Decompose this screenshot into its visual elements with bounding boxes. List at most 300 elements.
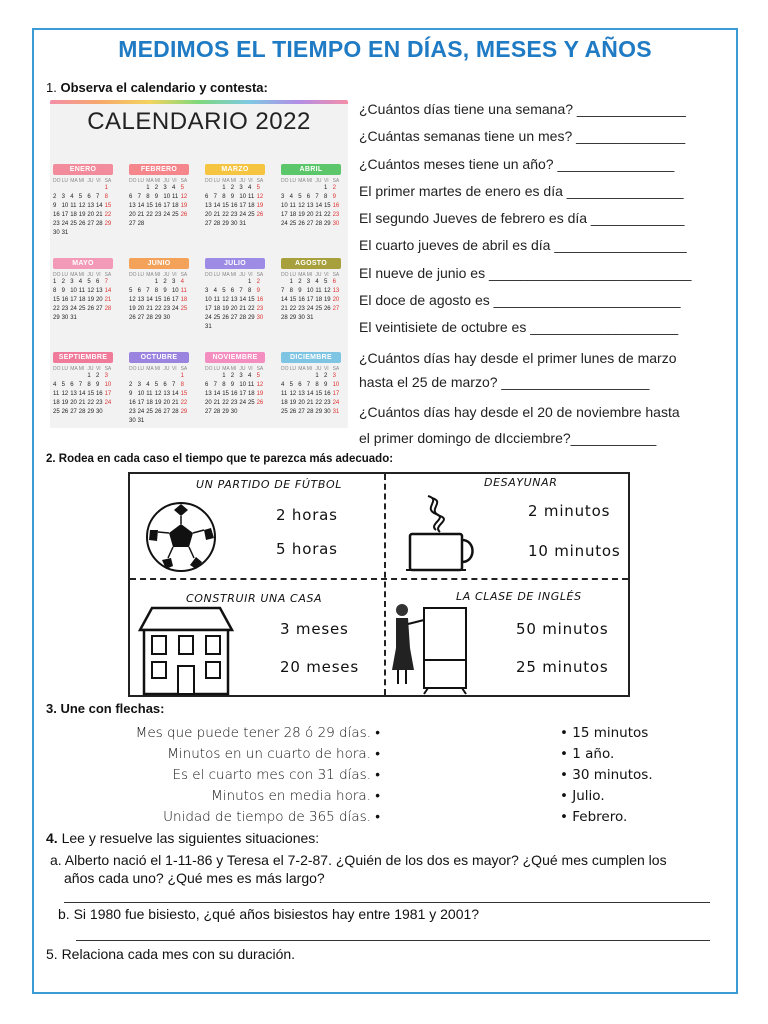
calendar-day: 19 xyxy=(323,297,331,303)
calendar-month-label: NOVIEMBRE xyxy=(205,352,265,363)
calendar-day: 18 xyxy=(247,203,255,209)
calendar-blank xyxy=(138,373,147,382)
question-line: El cuarto jueves de abril es día _________________ xyxy=(359,237,687,254)
calendar-day: 1 xyxy=(289,279,293,285)
calendar-day: 16 xyxy=(298,297,305,303)
calendar-day: 22 xyxy=(289,306,297,312)
coffee-mug-icon xyxy=(402,490,482,574)
calendar-blank xyxy=(79,185,88,194)
calendar-day: 28 xyxy=(104,306,112,312)
calendar-blank xyxy=(222,279,231,288)
time-choice-box xyxy=(128,472,630,697)
calendar-day: 2 xyxy=(230,185,235,191)
calendar-day: 19 xyxy=(289,400,297,406)
calendar-day: 4 xyxy=(146,382,150,388)
calendar-day: 25 xyxy=(281,409,288,415)
calendar-weekday: LU xyxy=(213,272,220,278)
calendar-day: 20 xyxy=(205,400,212,406)
calendar-day: 19 xyxy=(180,203,188,209)
calendar-day-grid xyxy=(205,373,271,418)
matching-right-item[interactable]: • Febrero. xyxy=(560,809,628,825)
calendar-weekday: LU xyxy=(61,272,68,278)
section-4-text: Lee y resuelve las siguientes situaciones: xyxy=(61,830,320,846)
calendar-day: 18 xyxy=(53,400,60,406)
calendar-day: 8 xyxy=(104,194,108,200)
calendar-day: 15 xyxy=(154,297,162,303)
calendar-blank xyxy=(62,373,71,382)
calendar-day: 2 xyxy=(129,382,133,388)
calendar-day: 7 xyxy=(137,194,141,200)
calendar-day: 10 xyxy=(281,203,288,209)
problem-a-line-2: años cada uno? ¿Qué mes es más largo? xyxy=(64,870,325,886)
calendar-weekday: MA xyxy=(298,366,306,372)
option-20-meses[interactable]: 20 meses xyxy=(280,658,359,676)
calendar-day: 25 xyxy=(70,221,77,227)
calendar-day: 17 xyxy=(239,391,247,397)
calendar-weekday: DO xyxy=(281,366,289,372)
calendar-day-grid xyxy=(281,373,347,418)
calendar-day: 6 xyxy=(95,279,100,285)
calendar-weekday: VI xyxy=(95,178,101,184)
calendar-day: 31 xyxy=(332,409,340,415)
calendar-day: 22 xyxy=(104,212,112,218)
calendar-day: 14 xyxy=(239,297,247,303)
calendar-month-mayo xyxy=(53,258,119,338)
calendar-day: 29 xyxy=(53,315,60,321)
calendar-day: 3 xyxy=(239,185,243,191)
calendar-blank xyxy=(138,185,147,194)
calendar-day: 21 xyxy=(281,306,288,312)
calendar-day: 30 xyxy=(256,315,264,321)
calendar-day: 29 xyxy=(180,409,188,415)
question-line: El veintisiete de octubre es ___________________ xyxy=(359,319,679,336)
calendar-day: 23 xyxy=(230,400,238,406)
section-5-heading: 5. Relaciona cada mes con su duración. xyxy=(46,946,296,962)
calendar-blank xyxy=(239,279,248,288)
calendar-day: 1 xyxy=(315,373,319,379)
calendar-day: 2 xyxy=(163,279,167,285)
calendar-day: 19 xyxy=(154,400,162,406)
calendar-day: 28 xyxy=(281,315,288,321)
calendar-day: 15 xyxy=(247,297,255,303)
calendar-day: 25 xyxy=(247,400,255,406)
calendar-day: 14 xyxy=(281,297,288,303)
calendar-blank xyxy=(146,279,155,288)
calendar-day: 26 xyxy=(256,400,264,406)
matching-left-column xyxy=(100,723,380,828)
calendar-day: 8 xyxy=(53,288,57,294)
calendar-day: 9 xyxy=(129,391,133,397)
calendar-blank xyxy=(79,373,88,382)
calendar-day: 5 xyxy=(87,279,91,285)
calendar-day: 7 xyxy=(239,288,243,294)
calendar-day: 5 xyxy=(289,382,293,388)
calendar-month-label: AGOSTO xyxy=(281,258,341,269)
question-line: El nueve de junio es __________________________ xyxy=(359,264,692,281)
calendar-weekday: JU xyxy=(315,272,322,278)
calendar-day: 20 xyxy=(163,400,171,406)
calendar-weekday: DO xyxy=(205,178,213,184)
calendar-day: 25 xyxy=(53,409,60,415)
calendar-day-grid xyxy=(205,185,271,230)
calendar-weekday: MA xyxy=(298,178,306,184)
calendar-day: 28 xyxy=(213,409,221,415)
calendar-day: 13 xyxy=(298,391,305,397)
answer-line-b[interactable] xyxy=(76,940,710,941)
calendar-day-grid xyxy=(205,279,271,333)
calendar-day: 18 xyxy=(171,203,179,209)
option-50-minutos[interactable]: 50 minutos xyxy=(516,620,609,638)
calendar-day: 11 xyxy=(146,391,153,397)
calendar-day: 11 xyxy=(247,194,255,200)
calendar-weekday: MA xyxy=(146,272,154,278)
calendar-day: 5 xyxy=(154,382,159,388)
calendar-day: 9 xyxy=(61,288,65,294)
calendar-weekdays xyxy=(281,178,347,184)
calendar-day: 5 xyxy=(256,185,260,191)
option-2-horas[interactable]: 2 horas xyxy=(276,506,338,524)
calendar-day: 6 xyxy=(137,288,141,294)
calendar-weekday: LU xyxy=(137,366,144,372)
calendar-weekdays xyxy=(53,178,119,184)
calendar-weekday: JU xyxy=(239,366,246,372)
option-25-minutos[interactable]: 25 minutos xyxy=(516,658,609,676)
calendar-weekday: VI xyxy=(323,366,329,372)
calendar-day: 12 xyxy=(61,391,69,397)
calendar-day: 29 xyxy=(222,409,229,415)
calendar-month-label: FEBRERO xyxy=(129,164,189,175)
calendar-day: 18 xyxy=(281,400,288,406)
calendar-day: 28 xyxy=(239,315,247,321)
calendar-blank xyxy=(146,373,155,382)
calendar-day: 27 xyxy=(205,409,212,415)
calendar-day: 8 xyxy=(87,382,91,388)
calendar-day: 31 xyxy=(306,315,314,321)
calendar-day: 22 xyxy=(53,306,60,312)
option-10-minutos[interactable]: 10 minutos xyxy=(528,542,621,560)
calendar-day: 25 xyxy=(289,221,297,227)
calendar-day: 16 xyxy=(332,203,340,209)
calendar-weekday: MA xyxy=(70,366,78,372)
calendar-day: 22 xyxy=(323,212,331,218)
calendar-blank xyxy=(231,279,240,288)
calendar-day-grid xyxy=(53,279,119,324)
calendar-day: 16 xyxy=(154,203,162,209)
calendar-day-grid xyxy=(281,279,347,324)
calendar-day: 3 xyxy=(205,288,209,294)
calendar-blank xyxy=(205,185,214,194)
calendar-day: 28 xyxy=(315,221,323,227)
calendar-day: 27 xyxy=(298,409,305,415)
calendar-weekday: MA xyxy=(222,272,230,278)
calendar-weekday: SA xyxy=(332,272,340,278)
calendar-day: 12 xyxy=(256,194,264,200)
calendar-day: 19 xyxy=(78,212,86,218)
calendar-day: 18 xyxy=(213,306,221,312)
question-line: ¿Cuántos días tiene una semana? ______________ xyxy=(359,101,686,117)
calendar-day: 26 xyxy=(61,409,69,415)
calendar-day: 16 xyxy=(256,297,264,303)
calendar-weekday: MI xyxy=(154,366,161,372)
calendar-day: 6 xyxy=(163,382,167,388)
calendar-day: 8 xyxy=(222,382,226,388)
question-line: hasta el 25 de marzo? ___________________ xyxy=(359,373,650,390)
calendar-weekdays xyxy=(53,366,119,372)
calendar-day: 5 xyxy=(323,279,328,285)
calendar-day: 28 xyxy=(78,409,86,415)
calendar-weekdays xyxy=(129,178,195,184)
question-line: ¿Cuántos días hay desde el primer lunes de marzo xyxy=(359,349,677,366)
calendar-day: 23 xyxy=(332,212,340,218)
calendar-day: 16 xyxy=(61,297,69,303)
option-5-horas[interactable]: 5 horas xyxy=(276,540,338,558)
calendar-weekdays xyxy=(281,366,347,372)
calendar-day: 13 xyxy=(87,203,95,209)
option-3-meses[interactable]: 3 meses xyxy=(280,620,349,638)
matching-right-item[interactable]: • 30 minutos. xyxy=(560,767,653,783)
calendar-day: 4 xyxy=(281,382,285,388)
calendar-day: 13 xyxy=(230,297,238,303)
calendar-day: 2 xyxy=(332,185,336,191)
calendar-day: 28 xyxy=(306,409,314,415)
calendar-day: 22 xyxy=(180,400,188,406)
calendar-day: 14 xyxy=(306,391,314,397)
calendar-day: 15 xyxy=(323,203,331,209)
calendar-month-label: DICIEMBRE xyxy=(281,352,341,363)
calendar-day: 19 xyxy=(61,400,69,406)
calendar-blank xyxy=(138,279,147,288)
calendar-blank xyxy=(172,373,181,382)
horizontal-divider xyxy=(130,578,628,580)
cell-title-house: CONSTRUIR UNA CASA xyxy=(186,592,323,605)
calendar-month-junio xyxy=(129,258,195,338)
matching-left-item[interactable]: Minutos en media hora. • xyxy=(211,788,380,804)
cell-title-football: UN PARTIDO DE FÚTBOL xyxy=(196,478,342,491)
matching-right-item[interactable]: • 15 minutos xyxy=(560,725,649,741)
calendar-day: 9 xyxy=(163,288,167,294)
calendar-day: 10 xyxy=(137,391,145,397)
calendar-day: 1 xyxy=(222,373,226,379)
section-1-heading xyxy=(46,80,268,95)
calendar-day: 18 xyxy=(289,212,297,218)
calendar-blank xyxy=(53,185,62,194)
calendar-day: 23 xyxy=(163,306,171,312)
calendar-day: 29 xyxy=(289,315,297,321)
calendar-weekday: VI xyxy=(95,272,101,278)
calendar-weekday: VI xyxy=(323,178,329,184)
calendar-day: 21 xyxy=(239,306,247,312)
calendar-day: 26 xyxy=(323,306,331,312)
calendar-day: 2 xyxy=(95,373,100,379)
calendar-day: 30 xyxy=(230,221,238,227)
calendar-day: 11 xyxy=(247,382,255,388)
calendar-weekday: LU xyxy=(289,272,296,278)
matching-left-item[interactable]: Unidad de tiempo de 365 días. • xyxy=(163,809,380,825)
question-line: El doce de agosto es ________________________ xyxy=(359,292,681,309)
calendar-weekday: MA xyxy=(298,272,306,278)
answer-line-a[interactable] xyxy=(64,902,710,903)
calendar-day: 19 xyxy=(298,212,305,218)
calendar-day: 26 xyxy=(87,306,95,312)
calendar-title: CALENDARIO 2022 xyxy=(87,108,311,135)
calendar-day: 26 xyxy=(78,221,86,227)
calendar-day: 26 xyxy=(222,315,229,321)
calendar-2022 xyxy=(50,100,348,428)
calendar-day: 19 xyxy=(87,297,95,303)
calendar-day: 7 xyxy=(315,194,319,200)
calendar-day: 26 xyxy=(180,212,188,218)
calendar-month-label: MAYO xyxy=(53,258,113,269)
calendar-weekday: MI xyxy=(230,366,237,372)
calendar-day: 14 xyxy=(95,203,103,209)
calendar-day: 27 xyxy=(137,315,145,321)
calendar-day: 7 xyxy=(213,382,217,388)
calendar-day: 19 xyxy=(256,391,264,397)
calendar-day: 9 xyxy=(256,288,260,294)
calendar-weekday: LU xyxy=(289,366,296,372)
calendar-day: 27 xyxy=(70,409,77,415)
calendar-weekday: VI xyxy=(247,272,253,278)
calendar-day: 7 xyxy=(213,194,217,200)
calendar-day: 11 xyxy=(78,288,86,294)
calendar-weekday: JU xyxy=(87,366,94,372)
calendar-day: 3 xyxy=(306,279,311,285)
calendar-day: 20 xyxy=(332,297,340,303)
calendar-day: 20 xyxy=(87,212,95,218)
matching-left-item[interactable]: Es el cuarto mes con 31 días. • xyxy=(172,767,380,783)
calendar-blank xyxy=(315,185,324,194)
calendar-weekday: VI xyxy=(247,366,253,372)
calendar-month-label: ABRIL xyxy=(281,164,341,175)
calendar-day: 13 xyxy=(332,288,340,294)
calendar-day: 1 xyxy=(180,373,184,379)
calendar-blank xyxy=(163,373,172,382)
question-line: ¿Cuántos meses tiene un año? _______________ xyxy=(359,155,675,172)
calendar-day: 29 xyxy=(154,315,162,321)
calendar-day: 10 xyxy=(171,288,179,294)
calendar-day: 27 xyxy=(306,221,314,227)
calendar-weekday: MI xyxy=(306,272,313,278)
calendar-month-septiembre xyxy=(53,352,119,428)
calendar-day: 12 xyxy=(78,203,86,209)
calendar-weekday: MI xyxy=(154,272,161,278)
calendar-day: 30 xyxy=(298,315,305,321)
calendar-weekday: SA xyxy=(332,366,340,372)
calendar-day: 12 xyxy=(87,288,95,294)
calendar-day: 20 xyxy=(137,306,145,312)
calendar-day: 3 xyxy=(163,185,167,191)
calendar-blank xyxy=(290,373,299,382)
calendar-weekday: JU xyxy=(163,178,170,184)
calendar-day: 4 xyxy=(289,194,293,200)
calendar-day: 20 xyxy=(306,212,314,218)
calendar-day: 30 xyxy=(332,221,340,227)
calendar-day: 24 xyxy=(239,400,247,406)
calendar-day: 15 xyxy=(104,203,112,209)
calendar-weekday: LU xyxy=(137,178,144,184)
calendar-day: 23 xyxy=(230,212,238,218)
calendar-month-enero xyxy=(53,164,119,244)
calendar-weekday: MI xyxy=(306,178,313,184)
calendar-day: 21 xyxy=(315,212,323,218)
calendar-weekday: SA xyxy=(104,272,112,278)
calendar-weekday: MI xyxy=(78,272,85,278)
calendar-day: 18 xyxy=(78,297,86,303)
calendar-day: 6 xyxy=(70,382,74,388)
calendar-day: 28 xyxy=(213,221,221,227)
calendar-day: 6 xyxy=(230,288,235,294)
matching-right-item[interactable]: • Julio. xyxy=(560,788,605,804)
calendar-weekday: DO xyxy=(281,178,289,184)
calendar-weekday: LU xyxy=(289,178,296,184)
calendar-day: 8 xyxy=(323,194,328,200)
calendar-day: 20 xyxy=(230,306,238,312)
calendar-day: 3 xyxy=(137,382,141,388)
calendar-day: 17 xyxy=(163,203,171,209)
calendar-day: 28 xyxy=(137,221,145,227)
calendar-day: 13 xyxy=(137,297,145,303)
calendar-weekday: JU xyxy=(315,366,322,372)
calendar-day: 7 xyxy=(281,288,285,294)
soccer-ball-icon xyxy=(144,500,218,574)
matching-left-item[interactable]: Minutos en un cuarto de hora. • xyxy=(167,746,380,762)
calendar-day: 14 xyxy=(315,203,323,209)
calendar-day: 24 xyxy=(104,400,112,406)
calendar-day: 1 xyxy=(146,185,150,191)
calendar-day: 24 xyxy=(306,306,314,312)
calendar-weekday: DO xyxy=(129,272,137,278)
calendar-day: 10 xyxy=(163,194,171,200)
calendar-day: 5 xyxy=(256,373,260,379)
section-1-questions xyxy=(359,96,719,452)
calendar-weekdays xyxy=(129,366,195,372)
calendar-day: 2 xyxy=(53,194,57,200)
calendar-day: 17 xyxy=(61,212,69,218)
calendar-day: 22 xyxy=(87,400,95,406)
calendar-blank xyxy=(70,185,79,194)
calendar-day: 23 xyxy=(256,306,264,312)
matching-right-column xyxy=(560,723,700,828)
calendar-weekday: VI xyxy=(323,272,329,278)
option-2-minutos[interactable]: 2 minutos xyxy=(528,502,611,520)
calendar-weekday: SA xyxy=(180,366,188,372)
matching-left-item[interactable]: Mes que puede tener 28 ó 29 días. • xyxy=(135,725,380,741)
calendar-day: 16 xyxy=(129,400,136,406)
calendar-weekday: MI xyxy=(306,366,313,372)
calendar-weekday: JU xyxy=(239,272,246,278)
calendar-blank xyxy=(214,373,223,382)
calendar-day: 12 xyxy=(180,194,188,200)
calendar-day: 10 xyxy=(239,194,247,200)
calendar-day: 7 xyxy=(171,382,176,388)
section-2-heading: 2. Rodea en cada caso el tiempo que te parezca más adecuado: xyxy=(46,453,394,465)
calendar-day: 2 xyxy=(154,185,159,191)
calendar-day: 19 xyxy=(129,306,136,312)
calendar-day: 10 xyxy=(239,382,247,388)
calendar-day: 10 xyxy=(306,288,314,294)
calendar-day: 17 xyxy=(332,391,340,397)
calendar-blank xyxy=(205,373,214,382)
calendar-day: 13 xyxy=(70,391,77,397)
calendar-day: 23 xyxy=(298,306,305,312)
matching-right-item[interactable]: • 1 año. xyxy=(560,746,615,762)
calendar-day: 15 xyxy=(289,297,297,303)
calendar-day: 30 xyxy=(61,315,69,321)
calendar-day: 1 xyxy=(154,279,159,285)
question-line: El segundo Jueves de febrero es día ____________ xyxy=(359,210,685,227)
calendar-blank xyxy=(281,373,290,382)
calendar-day: 29 xyxy=(247,315,255,321)
